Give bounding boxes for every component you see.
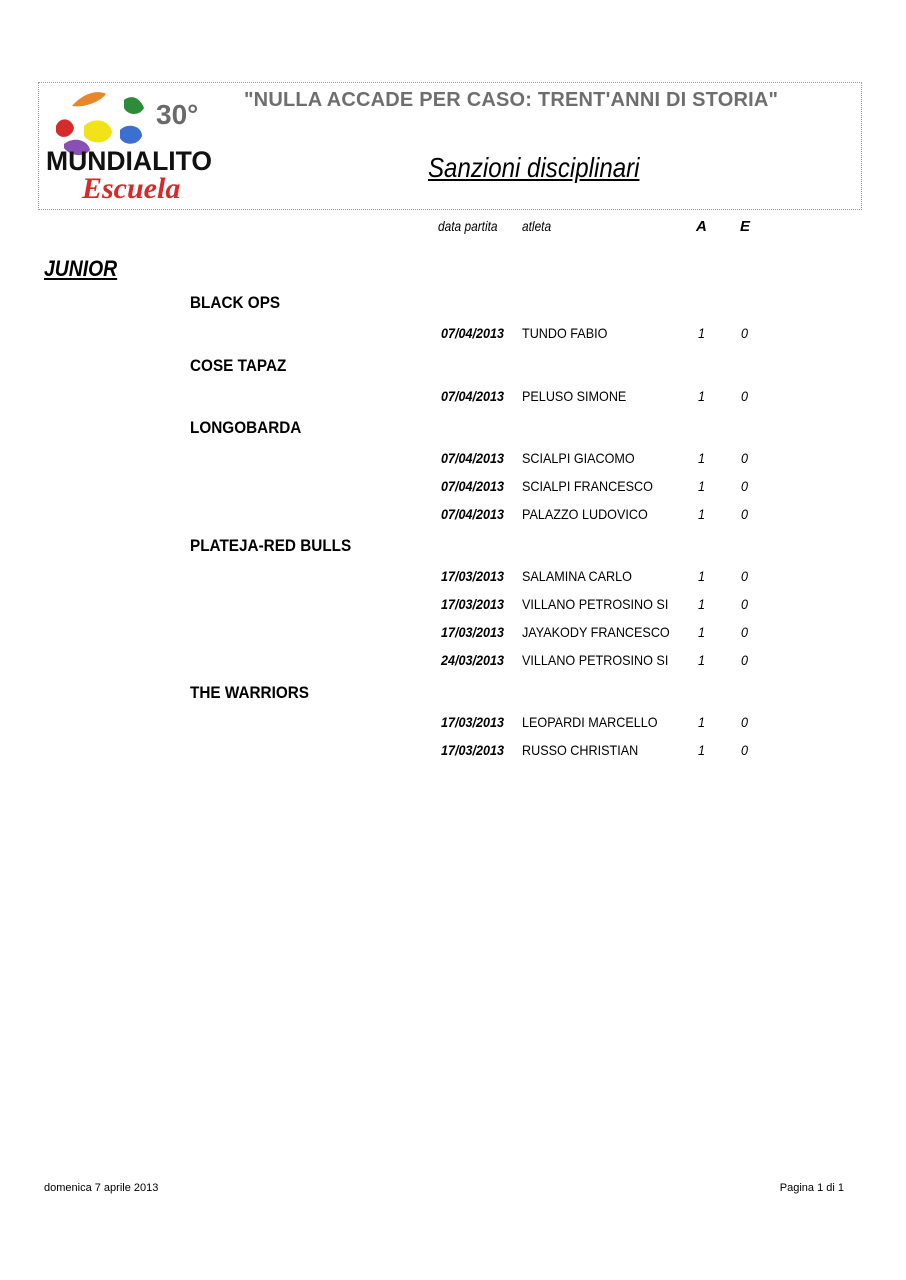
footer-date: domenica 7 aprile 2013 [44, 1182, 159, 1194]
row-e-count: 0 [741, 624, 749, 640]
row-athlete: SALAMINA CARLO [522, 568, 632, 584]
row-a-count: 1 [698, 388, 706, 404]
team-name: COSE TAPAZ [190, 356, 287, 375]
row-e-count: 0 [741, 388, 749, 404]
row-athlete: VILLANO PETROSINO SI [522, 652, 669, 668]
logo-brand-top: MUNDIALITO [46, 146, 212, 176]
team-name: BLACK OPS [190, 293, 281, 312]
row-athlete: SCIALPI FRANCESCO [522, 478, 653, 494]
row-e-count: 0 [741, 506, 749, 522]
row-date: 17/03/2013 [441, 714, 505, 730]
row-athlete: TUNDO FABIO [522, 325, 608, 341]
column-header-e: E [740, 218, 751, 235]
row-a-count: 1 [698, 652, 706, 668]
row-date: 07/04/2013 [441, 478, 505, 494]
row-date: 07/04/2013 [441, 506, 505, 522]
column-header-athlete: atleta [522, 218, 552, 234]
row-e-count: 0 [741, 652, 749, 668]
row-a-count: 1 [698, 450, 706, 466]
page-title: Sanzioni disciplinari [428, 152, 640, 183]
row-athlete: LEOPARDI MARCELLO [522, 714, 658, 730]
row-date: 17/03/2013 [441, 596, 505, 612]
row-a-count: 1 [698, 714, 706, 730]
row-athlete: JAYAKODY FRANCESCO [522, 624, 670, 640]
row-a-count: 1 [698, 478, 706, 494]
row-e-count: 0 [741, 325, 749, 341]
row-athlete: VILLANO PETROSINO SI [522, 596, 669, 612]
row-a-count: 1 [698, 568, 706, 584]
column-header-a: A [696, 218, 707, 235]
row-a-count: 1 [698, 506, 706, 522]
row-date: 07/04/2013 [441, 325, 505, 341]
logo-brand-script: Escuela [82, 172, 181, 205]
row-athlete: PELUSO SIMONE [522, 388, 627, 404]
row-a-count: 1 [698, 742, 706, 758]
row-e-count: 0 [741, 742, 749, 758]
footer-page-number: Pagina 1 di 1 [779, 1182, 844, 1194]
row-e-count: 0 [741, 596, 749, 612]
row-date: 17/03/2013 [441, 742, 505, 758]
row-a-count: 1 [698, 325, 706, 341]
row-date: 24/03/2013 [441, 652, 505, 668]
team-name: THE WARRIORS [190, 683, 310, 702]
row-athlete: SCIALPI GIACOMO [522, 450, 635, 466]
row-athlete: PALAZZO LUDOVICO [522, 506, 648, 522]
row-date: 17/03/2013 [441, 568, 505, 584]
mundialito-logo [44, 86, 219, 210]
row-a-count: 1 [698, 624, 706, 640]
row-e-count: 0 [741, 568, 749, 584]
row-date: 07/04/2013 [441, 388, 505, 404]
row-date: 17/03/2013 [441, 624, 505, 640]
row-date: 07/04/2013 [441, 450, 505, 466]
team-name: PLATEJA-RED BULLS [190, 536, 352, 555]
row-a-count: 1 [698, 596, 706, 612]
logo-anniversary: 30° [156, 99, 199, 130]
category-heading: JUNIOR [44, 256, 118, 281]
column-header-date: data partita [438, 218, 498, 234]
header-tagline: "NULLA ACCADE PER CASO: TRENT'ANNI DI STORIA" [244, 89, 779, 111]
row-e-count: 0 [741, 450, 749, 466]
row-athlete: RUSSO CHRISTIAN [522, 742, 639, 758]
row-e-count: 0 [741, 478, 749, 494]
logo-graphic [44, 86, 219, 210]
row-e-count: 0 [741, 714, 749, 730]
team-name: LONGOBARDA [190, 418, 302, 437]
